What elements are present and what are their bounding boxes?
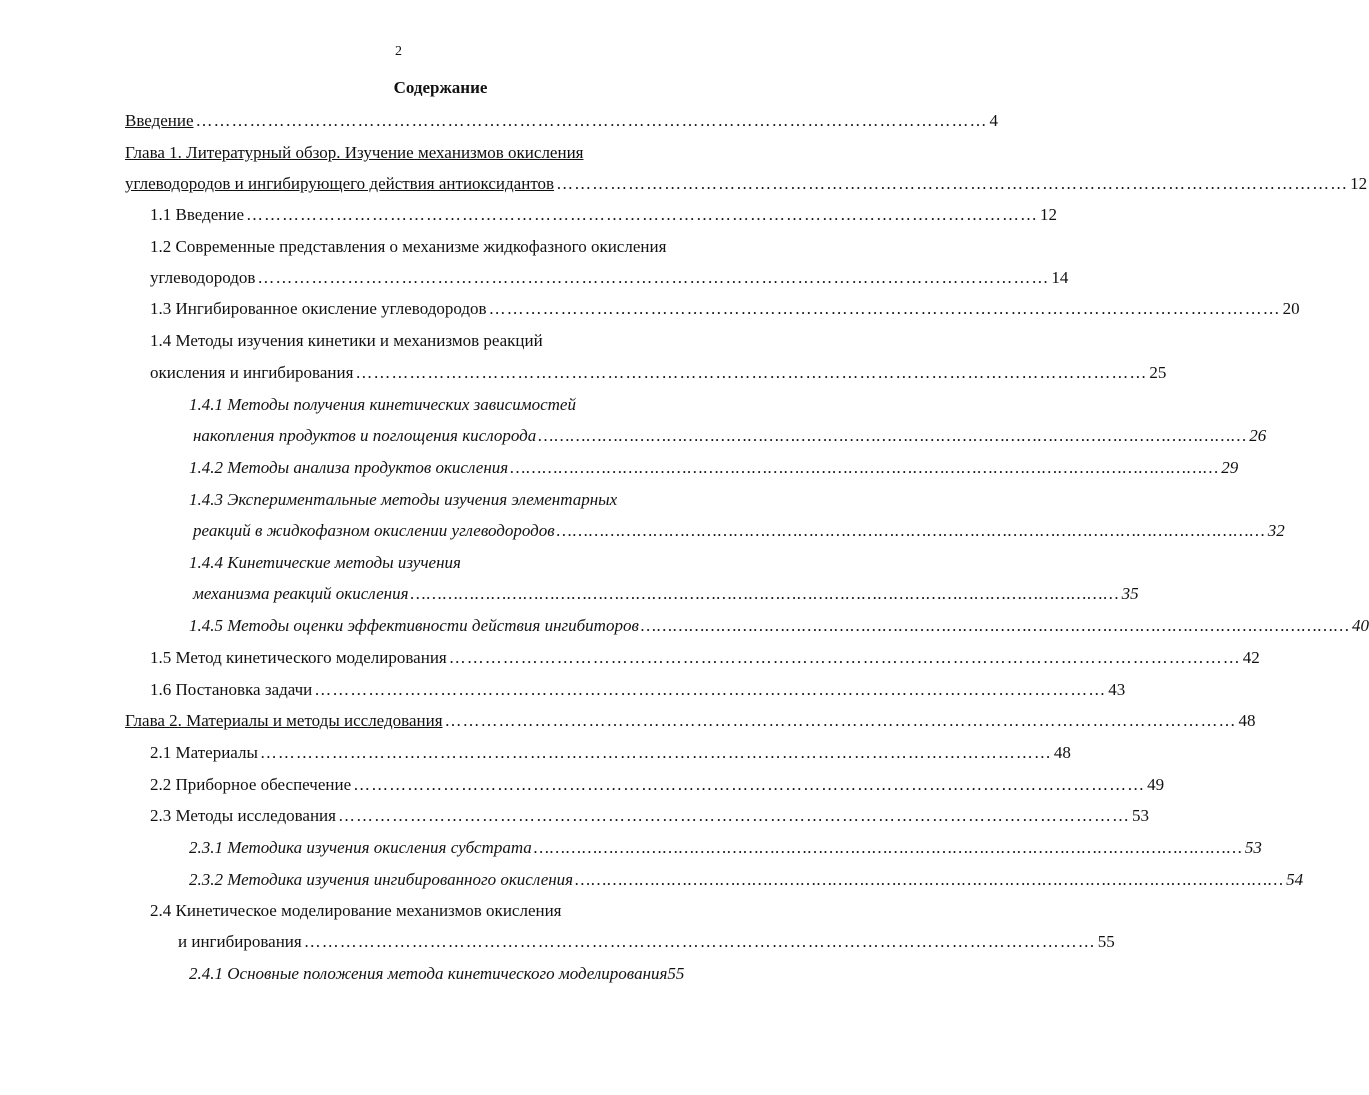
toc-page-number: 55 (1097, 932, 1115, 951)
toc-entry-text: 2.4.1 Основные положения метода кинетического моделирования (189, 964, 668, 983)
toc-page-number: 43 (1108, 680, 1126, 699)
toc-page-number: 32 (1267, 521, 1285, 540)
toc-leader: …………………………………………………………………………………………………………………… (355, 363, 1148, 382)
toc-entry-text: Глава 2. Материалы и методы исследования (125, 711, 443, 730)
toc-page-number: 12 (1040, 205, 1058, 224)
toc-entry-introduction[interactable] (125, 110, 999, 132)
toc-entry-2-3[interactable] (150, 805, 1149, 827)
toc-leader: …………………………………………………………………………………………………………………… (246, 205, 1039, 224)
toc-entry-text: 1.4.5 Методы оценки эффективности действия ингибиторов (189, 616, 639, 635)
toc-entry-chapter-1[interactable] (125, 142, 584, 164)
toc-entry-text: 2.4 Кинетическое моделирование механизмов окисления (150, 901, 562, 920)
toc-leader: …………………………………………………………………………………………………………………… (533, 838, 1243, 857)
toc-leader: …………………………………………………………………………………………………………………… (337, 806, 1130, 825)
toc-page-number: 29 (1221, 458, 1239, 477)
toc-page-number: 55 (667, 964, 685, 983)
toc-page-number: 14 (1051, 268, 1069, 287)
toc-entry-text: углеводородов (150, 268, 256, 287)
toc-entry-2-4-1[interactable] (189, 963, 755, 985)
toc-leader: …………………………………………………………………………………………………………………… (314, 680, 1107, 699)
toc-page-number: 35 (1121, 584, 1139, 603)
toc-entry-1-2[interactable] (150, 236, 666, 258)
toc-leader: …………………………………………………………………………………………………………………… (510, 458, 1220, 477)
toc-page-number: 49 (1147, 775, 1165, 794)
toc-leader: …………………………………………………………………………………………………………………… (556, 521, 1266, 540)
toc-page-number: 42 (1242, 648, 1260, 667)
toc-entry-2-1[interactable] (150, 742, 1071, 764)
toc-leader: …………………………………………………………………………………………………………………… (195, 111, 988, 130)
toc-entry-1-4-3[interactable] (189, 489, 617, 511)
toc-entry-text: 1.1 Введение (150, 205, 245, 224)
toc-entry-text: и ингибирования (178, 932, 302, 951)
toc-leader: …………………………………………………………………………………………………………………… (444, 711, 1237, 730)
toc-entry-2-4-cont[interactable] (178, 931, 1115, 953)
toc-page-number: 48 (1238, 711, 1256, 730)
toc-page-number: 26 (1249, 426, 1267, 445)
toc-page-number: 40 (1351, 616, 1369, 635)
toc-leader: …………………………………………………………………………………………………………………… (640, 616, 1350, 635)
toc-entry-1-4-3-cont[interactable] (193, 520, 1285, 542)
toc-leader: …………………………………………………………………………………………………………………… (353, 775, 1146, 794)
toc-entry-1-4-1[interactable] (189, 394, 576, 416)
toc-entry-2-2[interactable] (150, 774, 1165, 796)
toc-leader: …………………………………………………………………………………………………………………… (259, 743, 1052, 762)
toc-entry-2-3-2[interactable] (189, 869, 1304, 891)
toc-page-number: 12 (1350, 174, 1368, 193)
toc-leader: …………………………………………………………………………………………………………………… (488, 299, 1281, 318)
toc-entry-text: накопления продуктов и поглощения кислорода (193, 426, 537, 445)
toc-entry-text: 1.3 Ингибированное окисление углеводородов (150, 299, 487, 318)
toc-title: Содержание (393, 78, 488, 97)
toc-leader: …………………………………………………………………………………………………………………… (575, 870, 1285, 889)
toc-entry-text: 1.5 Метод кинетического моделирования (150, 648, 447, 667)
toc-entry-1-5[interactable] (150, 647, 1260, 669)
toc-entry-1-4-5[interactable] (189, 615, 1369, 637)
toc-entry-text: 1.4.3 Экспериментальные методы изучения элементарных (189, 490, 618, 509)
toc-entry-1-4-4[interactable] (189, 552, 461, 574)
page-number: 2 (395, 44, 402, 59)
toc-entry-1-3[interactable] (150, 298, 1300, 320)
toc-leader: …………………………………………………………………………………………………………………… (257, 268, 1050, 287)
toc-entry-1-4-cont[interactable] (150, 362, 1167, 384)
toc-entry-text: реакций в жидкофазном окислении углеводородов (193, 521, 555, 540)
toc-entry-text: 1.2 Современные представления о механизме жидкофазного окисления (150, 237, 667, 256)
toc-entry-text: 1.4 Методы изучения кинетики и механизмов реакций (150, 331, 543, 350)
toc-page-number: 25 (1149, 363, 1167, 382)
toc-entry-text: 2.3.2 Методика изучения ингибированного окисления (189, 870, 574, 889)
toc-entry-text: 2.1 Материалы (150, 743, 258, 762)
toc-entry-text: углеводородов и ингибирующего действия антиоксидантов (125, 174, 555, 193)
toc-entry-2-3-1[interactable] (189, 837, 1262, 859)
toc-page-number: 53 (1244, 838, 1262, 857)
toc-entry-text: Введение (125, 111, 194, 130)
toc-entry-text: 1.6 Постановка задачи (150, 680, 313, 699)
toc-entry-1-4-4-cont[interactable] (193, 583, 1139, 605)
toc-page-number: 20 (1282, 299, 1300, 318)
toc-entry-text: окисления и ингибирования (150, 363, 354, 382)
toc-leader: …………………………………………………………………………………………………………………… (556, 174, 1349, 193)
toc-leader: …………………………………………………………………………………………………………………… (303, 932, 1096, 951)
toc-entry-text: 1.4.2 Методы анализа продуктов окисления (189, 458, 509, 477)
toc-entry-2-4[interactable] (150, 900, 562, 922)
toc-page-number: 48 (1053, 743, 1071, 762)
toc-entry-1-2-cont[interactable] (150, 267, 1069, 289)
toc-page-number: 4 (989, 111, 999, 130)
toc-leader: …………………………………………………………………………………………………………………… (538, 426, 1248, 445)
toc-entry-1-4[interactable] (150, 330, 543, 352)
toc-entry-text: 1.4.1 Методы получения кинетических зависимостей (189, 395, 576, 414)
toc-entry-1-4-1-cont[interactable] (193, 425, 1267, 447)
toc-entry-chapter-1-cont[interactable] (125, 173, 1368, 195)
toc-entry-text: механизма реакций окисления (193, 584, 409, 603)
toc-entry-text: Глава 1. Литературный обзор. Изучение механизмов окисления (125, 143, 584, 162)
toc-page-number: 53 (1131, 806, 1149, 825)
toc-page-number: 54 (1286, 870, 1304, 889)
toc-leader: …………………………………………………………………………………………………………………… (448, 648, 1241, 667)
toc-entry-1-6[interactable] (150, 679, 1126, 701)
toc-entry-text: 2.2 Приборное обеспечение (150, 775, 352, 794)
toc-leader: …………………………………………………………………………………………………………………… (410, 584, 1120, 603)
toc-entry-1-1[interactable] (150, 204, 1058, 226)
toc-entry-text: 2.3 Методы исследования (150, 806, 336, 825)
toc-entry-1-4-2[interactable] (189, 457, 1239, 479)
toc-entry-text: 1.4.4 Кинетические методы изучения (189, 553, 461, 572)
toc-entry-text: 2.3.1 Методика изучения окисления субстрата (189, 838, 532, 857)
toc-entry-chapter-2[interactable] (125, 710, 1256, 732)
